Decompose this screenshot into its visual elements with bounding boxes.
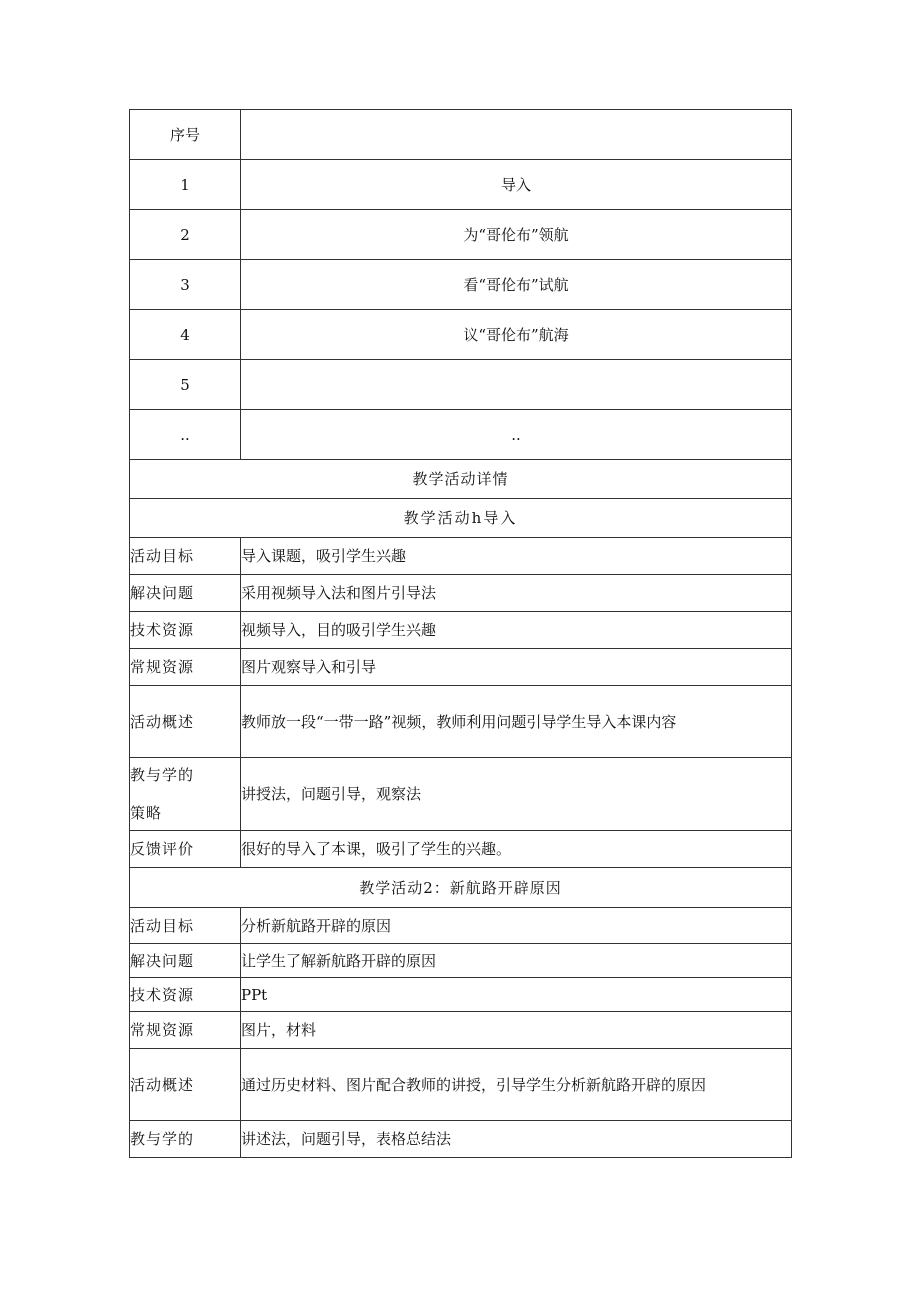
index-no-cell: 4: [130, 310, 241, 360]
index-title-cell: 看“哥伦布”试航: [241, 260, 792, 310]
row-label: 技术资源: [130, 978, 241, 1012]
index-no-header: 序号: [130, 110, 241, 160]
row-value: 通过历史材料、图片配合教师的讲授，引导学生分析新航路开辟的原因: [241, 1049, 792, 1121]
activity1-heading-row: [130, 499, 792, 538]
row-label: 解决问题: [130, 575, 241, 612]
details-heading: 教学活动详情: [130, 460, 792, 499]
row-label: 常规资源: [130, 649, 241, 686]
row-value: 分析新航路开辟的原因: [241, 908, 792, 944]
index-no-cell: 2: [130, 210, 241, 260]
table-row: [130, 758, 792, 831]
row-value: 让学生了解新航路开辟的原因: [241, 944, 792, 978]
table-row: [130, 575, 792, 612]
index-no-cell: 1: [130, 160, 241, 210]
table-row: [130, 210, 792, 260]
row-value: 图片观察导入和引导: [241, 649, 792, 686]
table-row: [130, 908, 792, 944]
row-value: PPt: [241, 978, 792, 1012]
row-label-line: 策略: [130, 804, 163, 822]
index-title-cell: 导入: [241, 160, 792, 210]
index-title-cell: 议“哥伦布”航海: [241, 310, 792, 360]
row-value: 很好的导入了本课，吸引了学生的兴趣。: [241, 831, 792, 868]
row-value: 教师放一段“一带一路”视频，教师利用问题引导学生导入本课内容: [241, 686, 792, 758]
table-row: [130, 612, 792, 649]
lesson-plan-table: [129, 109, 792, 1158]
details-heading-row: [130, 460, 792, 499]
table-row: [130, 831, 792, 868]
index-title-cell: ..: [241, 410, 792, 460]
row-label: 技术资源: [130, 612, 241, 649]
table-row: [130, 310, 792, 360]
index-title-cell: 为“哥伦布”领航: [241, 210, 792, 260]
table-row: [130, 1121, 792, 1158]
index-title-header: [241, 110, 792, 160]
table-row: [130, 649, 792, 686]
table-row: [130, 410, 792, 460]
row-label: 解决问题: [130, 944, 241, 978]
index-no-cell: 3: [130, 260, 241, 310]
row-value: 采用视频导入法和图片引导法: [241, 575, 792, 612]
row-value: 视频导入，目的吸引学生兴趣: [241, 612, 792, 649]
index-no-cell: 5: [130, 360, 241, 410]
table-row: [130, 978, 792, 1012]
activity1-heading: 教学活动h导入: [130, 499, 792, 538]
index-header-row: [130, 110, 792, 160]
table-row: [130, 260, 792, 310]
activity2-heading-row: [130, 868, 792, 908]
row-label: 反馈评价: [130, 831, 241, 868]
table-row: [130, 686, 792, 758]
row-label: [130, 758, 241, 831]
row-value: 讲授法，问题引导，观察法: [241, 758, 792, 831]
row-label: 活动概述: [130, 686, 241, 758]
row-value: 讲述法，问题引导，表格总结法: [241, 1121, 792, 1158]
table-row: [130, 944, 792, 978]
row-value: 图片，材料: [241, 1012, 792, 1049]
table-row: [130, 538, 792, 575]
table-row: [130, 360, 792, 410]
table-row: [130, 1012, 792, 1049]
index-title-cell: [241, 360, 792, 410]
row-label: 常规资源: [130, 1012, 241, 1049]
activity2-heading: 教学活动2：新航路开辟原因: [130, 868, 792, 908]
row-label: 活动目标: [130, 908, 241, 944]
table-row: [130, 160, 792, 210]
row-label: 教与学的: [130, 1121, 241, 1158]
row-label: 活动概述: [130, 1049, 241, 1121]
row-label-line: 教与学的: [130, 766, 195, 784]
index-no-cell: ..: [130, 410, 241, 460]
row-value: 导入课题，吸引学生兴趣: [241, 538, 792, 575]
table-row: [130, 1049, 792, 1121]
row-label: 活动目标: [130, 538, 241, 575]
